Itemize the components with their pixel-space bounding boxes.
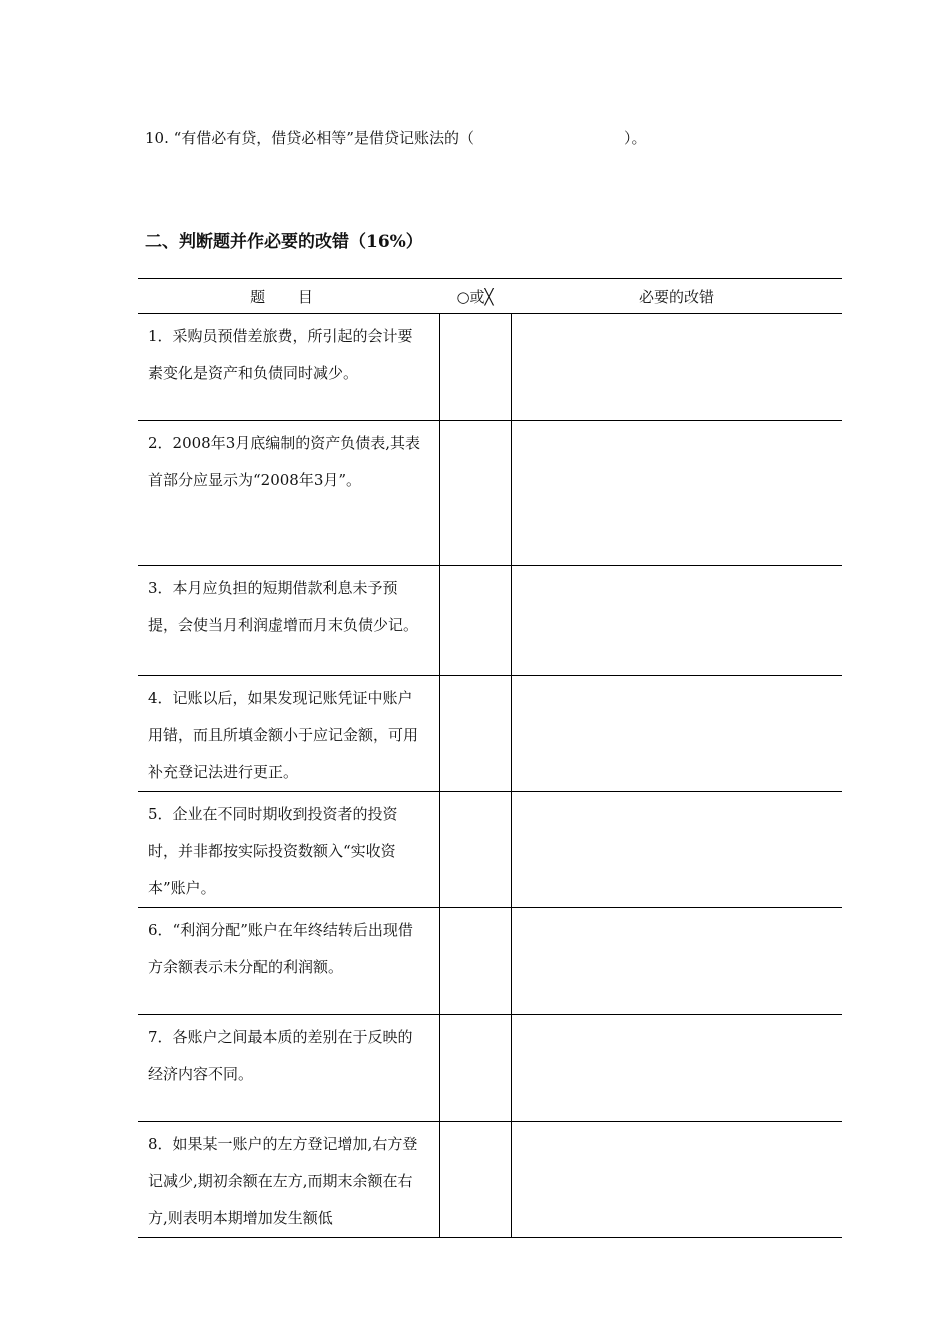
mark-cell[interactable] <box>439 908 511 1015</box>
header-correction-label: 必要的改错 <box>638 287 714 306</box>
question-10-prefix: 10. “有借必有贷，借贷必相等”是借贷记账法的（ <box>145 129 474 147</box>
table-row <box>138 792 842 908</box>
question-10 <box>145 128 646 148</box>
question-text: 2．2008年3月底编制的资产负债表,其表首部分应显示为“2008年3月”。 <box>148 434 421 489</box>
correction-cell[interactable] <box>511 421 842 566</box>
question-10-suffix: ）。 <box>623 129 647 147</box>
header-question <box>138 279 439 314</box>
question-cell <box>138 792 439 908</box>
table-row <box>138 1015 842 1122</box>
table-row <box>138 314 842 421</box>
table-header-row <box>138 279 842 314</box>
mark-cell[interactable] <box>439 1015 511 1122</box>
correction-cell[interactable] <box>511 314 842 421</box>
table-row <box>138 676 842 792</box>
question-cell <box>138 566 439 676</box>
question-text: 8．如果某一账户的左方登记增加,右方登记减少,期初余额在左方,而期末余额在右方,则表明本期增加发生额低 <box>148 1135 418 1227</box>
table-row <box>138 566 842 676</box>
question-text: 3．本月应负担的短期借款利息未予预提，会使当月利润虚增而月末负债少记。 <box>148 579 419 634</box>
table-row <box>138 421 842 566</box>
header-mark <box>439 279 511 314</box>
mark-cell[interactable] <box>439 314 511 421</box>
mark-cell[interactable] <box>439 792 511 908</box>
header-question-label: 题 目 <box>250 287 327 306</box>
table-row <box>138 1122 842 1238</box>
question-text: 5．企业在不同时期收到投资者的投资时，并非都按实际投资数额入“实收资本”账户。 <box>148 805 398 897</box>
correction-cell[interactable] <box>511 1122 842 1238</box>
correction-cell[interactable] <box>511 792 842 908</box>
question-text: 4．记账以后，如果发现记账凭证中账户用错，而且所填金额小于应记金额，可用补充登记法进行更正。 <box>148 689 419 781</box>
judgment-table <box>138 278 842 1238</box>
mark-cell[interactable] <box>439 566 511 676</box>
question-cell <box>138 908 439 1015</box>
header-mark-label: ○或╳ <box>456 287 494 306</box>
header-correction <box>511 279 842 314</box>
correction-cell[interactable] <box>511 1015 842 1122</box>
question-text: 6．“利润分配”账户在年终结转后出现借方余额表示未分配的利润额。 <box>148 921 413 976</box>
table-row <box>138 908 842 1015</box>
question-text: 1．采购员预借差旅费，所引起的会计要素变化是资产和负债同时减少。 <box>148 327 413 382</box>
question-cell <box>138 421 439 566</box>
correction-cell[interactable] <box>511 676 842 792</box>
question-cell <box>138 1122 439 1238</box>
mark-cell[interactable] <box>439 1122 511 1238</box>
question-cell <box>138 676 439 792</box>
correction-cell[interactable] <box>511 908 842 1015</box>
section-title: 二、判断题并作必要的改错（16%） <box>145 232 423 252</box>
question-cell <box>138 1015 439 1122</box>
correction-cell[interactable] <box>511 566 842 676</box>
mark-cell[interactable] <box>439 421 511 566</box>
question-cell <box>138 314 439 421</box>
question-text: 7．各账户之间最本质的差别在于反映的经济内容不同。 <box>148 1028 413 1083</box>
mark-cell[interactable] <box>439 676 511 792</box>
